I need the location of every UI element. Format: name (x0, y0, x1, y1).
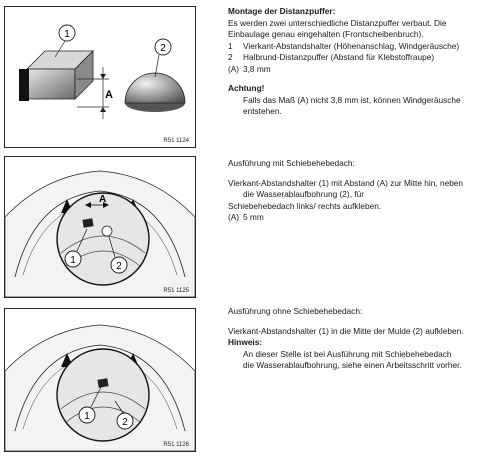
section-title: Ausführung ohne Schiebehebedach: (228, 306, 363, 316)
value-row (228, 212, 498, 224)
list-item (228, 41, 498, 53)
square-spacer-front (27, 69, 75, 99)
warning-line-2: entstehen. (243, 106, 282, 116)
warning-line-1: Falls das Maß (A) nicht 3,8 mm ist, können Windgeräusche (243, 94, 461, 105)
figure-code: R51 1126 (163, 442, 189, 448)
square-spacer-mark (82, 218, 93, 228)
square-spacer-mark (97, 378, 108, 388)
callout-2: 2 (122, 417, 128, 428)
warning-heading: Achtung! (228, 83, 265, 93)
body-line-3: Schiebehebedach links/ rechts aufkleben. (228, 200, 382, 211)
body-line-2: die Wasserablaufbohrung (2), für (243, 189, 364, 199)
dimension-label: A (105, 89, 113, 101)
callout-1: 1 (84, 411, 90, 422)
callout-2: 2 (160, 43, 166, 54)
section-without-sunroof (228, 306, 498, 372)
item-text: 3,8 mm (243, 63, 271, 74)
figure-with-sunroof (4, 156, 196, 298)
value-text: 5 mm (243, 212, 264, 222)
figure-code: R51 1125 (163, 288, 189, 294)
value-label: (A) (228, 212, 240, 222)
body-line-1: Vierkant-Abstandshalter (1) in die Mitte der Mulde (2) aufkleben. (228, 325, 464, 336)
windscreen-with-sunroof-drawing (5, 157, 195, 297)
distance-pieces-drawing (5, 7, 195, 147)
section-heading: Montage der Distanzpuffer: (228, 6, 336, 16)
figure-without-sunroof (4, 308, 196, 452)
figure-code: R51 1124 (163, 138, 189, 144)
section-distance-pieces (228, 6, 498, 118)
windscreen-without-sunroof-drawing (5, 309, 195, 451)
adhesive-strip (19, 69, 29, 101)
dimension-label: A (99, 194, 107, 205)
section-with-sunroof (228, 158, 498, 224)
list-item (228, 64, 498, 76)
list-item (228, 52, 498, 64)
item-number: 2 (228, 52, 233, 62)
item-number: 1 (228, 40, 233, 51)
figure-distance-pieces (4, 6, 196, 148)
callout-1: 1 (64, 29, 70, 40)
callout-1: 1 (70, 255, 76, 266)
section-title: Ausführung mit Schiebehebedach: (228, 158, 355, 168)
item-number: (A) (228, 63, 240, 74)
item-text: Halbrund-Distanzpuffer (Abstand für Klebstoffraupe) (243, 52, 435, 62)
hint-line-1: An dieser Stelle ist bei Ausführung mit Schiebehebedach (243, 348, 452, 359)
detail-magnifier (57, 349, 149, 441)
hint-line-2: die Wasserablaufbohrung, siehe einen Arbeitsschritt vorher. (243, 360, 462, 370)
body-line-1: Vierkant-Abstandshalter (1) mit Abstand (A) zur Mitte hin, neben (228, 177, 464, 188)
drain-hole (102, 226, 112, 236)
intro-line-1: Es werden zwei unterschiedliche Distanzpuffer verbaut. Die (228, 17, 447, 28)
callout-2: 2 (116, 261, 122, 272)
hint-heading: Hinweis: (228, 337, 263, 347)
item-text: Vierkant-Abstandshalter (Höhenanschlag, Windgeräusche) (243, 40, 460, 51)
intro-line-2: Einbaulage genau eingehalten (Frontscheibenbruch). (228, 29, 424, 39)
half-round-pad (125, 73, 185, 103)
